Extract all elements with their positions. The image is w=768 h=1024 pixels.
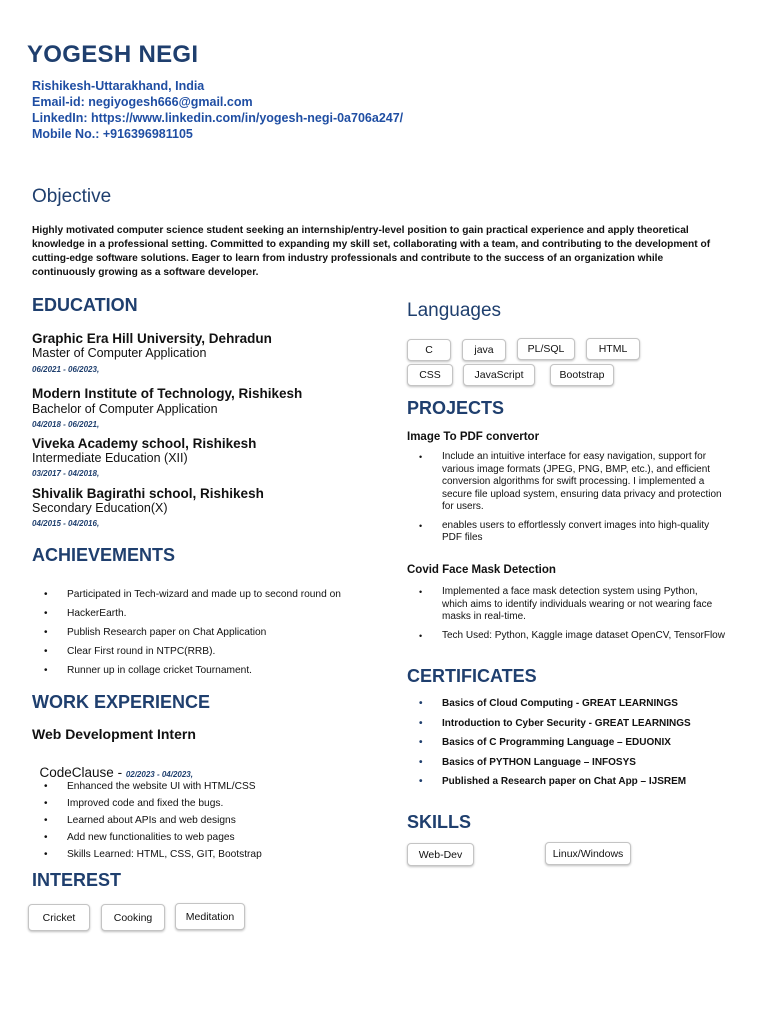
language-chip: PL/SQL bbox=[517, 338, 575, 360]
work-list bbox=[32, 778, 392, 863]
candidate-name: YOGESH NEGI bbox=[27, 41, 199, 68]
list-item: • Introduction to Cyber Security - GREAT LEARNINGS bbox=[407, 714, 747, 734]
language-chip: HTML bbox=[586, 338, 640, 360]
list-item: • Learned about APIs and web designs bbox=[32, 812, 392, 829]
projects-heading: PROJECTS bbox=[407, 398, 505, 418]
project-title: Image To PDF convertor bbox=[407, 431, 540, 443]
skill-chip: Web-Dev bbox=[407, 843, 474, 866]
language-chip: JavaScript bbox=[463, 364, 535, 386]
education-heading: EDUCATION bbox=[32, 295, 138, 315]
company-name: CodeClause - bbox=[39, 765, 126, 780]
education-dates: 03/2017 - 04/2018, bbox=[32, 469, 100, 478]
certificates-list bbox=[407, 694, 747, 792]
language-chip: Bootstrap bbox=[550, 364, 614, 386]
location: Rishikesh-Uttarakhand, India bbox=[32, 79, 205, 93]
work-company bbox=[32, 750, 193, 780]
language-chip: CSS bbox=[407, 364, 453, 386]
education-degree: Secondary Education(X) bbox=[32, 501, 168, 515]
list-item: • Runner up in collage cricket Tournament. bbox=[32, 661, 392, 680]
education-degree: Intermediate Education (XII) bbox=[32, 451, 188, 465]
interest-chip: Meditation bbox=[175, 903, 245, 930]
mobile-number: Mobile No.: +916396981105 bbox=[32, 127, 193, 141]
achievements-list bbox=[32, 585, 392, 680]
education-school: Modern Institute of Technology, Rishikesh bbox=[32, 386, 303, 401]
education-school: Shivalik Bagirathi school, Rishikesh bbox=[32, 486, 264, 501]
list-item: • Basics of PYTHON Language – INFOSYS bbox=[407, 753, 747, 773]
education-degree: Master of Computer Application bbox=[32, 346, 207, 360]
project-bullets bbox=[407, 451, 725, 551]
work-role: Web Development Intern bbox=[32, 726, 196, 742]
languages-heading: Languages bbox=[407, 300, 502, 321]
certificates-heading: CERTIFICATES bbox=[407, 666, 537, 686]
education-dates: 04/2015 - 04/2016, bbox=[32, 519, 100, 528]
list-item: • Skills Learned: HTML, CSS, GIT, Bootstrap bbox=[32, 846, 392, 863]
project-bullets bbox=[407, 586, 725, 648]
list-item: • Implemented a face mask detection system using Python, which aims to identify individuals wearing or not wearing face masks in real-time. bbox=[407, 586, 725, 624]
objective-text: Highly motivated computer science student seeking an internship/entry-level position to gain practical experience and apply theoretical knowledge in a professional setting. Committed to expanding my skill set, collaborating with a team, and contributing to the development of cutting-edge software solutions. Eager to learn from industry professionals and contribute to the success of an organization while continuously growing as a software developer. bbox=[32, 225, 711, 278]
list-item: • Add new functionalities to web pages bbox=[32, 829, 392, 846]
list-item: • Tech Used: Python, Kaggle image dataset OpenCV, TensorFlow bbox=[407, 630, 725, 643]
project-title: Covid Face Mask Detection bbox=[407, 564, 556, 576]
work-experience-heading: WORK EXPERIENCE bbox=[32, 692, 211, 712]
achievements-heading: ACHIEVEMENTS bbox=[32, 545, 176, 565]
list-item: • Clear First round in NTPC(RRB). bbox=[32, 642, 392, 661]
education-school: Viveka Academy school, Rishikesh bbox=[32, 436, 257, 451]
list-item: • Enhanced the website UI with HTML/CSS bbox=[32, 778, 392, 795]
interest-chip: Cooking bbox=[101, 904, 165, 931]
linkedin-link[interactable]: LinkedIn: https://www.linkedin.com/in/yogesh-negi-0a706a247/ bbox=[32, 111, 404, 125]
list-item: • enables users to effortlessly convert images into high-quality PDF files bbox=[407, 520, 725, 545]
education-school: Graphic Era Hill University, Dehradun bbox=[32, 331, 272, 346]
list-item: • Publish Research paper on Chat Application bbox=[32, 623, 392, 642]
skill-chip: Linux/Windows bbox=[545, 842, 631, 865]
interest-heading: INTEREST bbox=[32, 870, 122, 890]
objective-heading: Objective bbox=[32, 186, 112, 207]
list-item: • Participated in Tech-wizard and made up to second round on bbox=[32, 585, 392, 604]
education-degree: Bachelor of Computer Application bbox=[32, 402, 218, 416]
list-item: • Improved code and fixed the bugs. bbox=[32, 795, 392, 812]
list-item: • Published a Research paper on Chat App – IJSREM bbox=[407, 772, 747, 792]
interest-chip: Cricket bbox=[28, 904, 90, 931]
education-dates: 04/2018 - 06/2021, bbox=[32, 420, 100, 429]
list-item: • Basics of C Programming Language – EDUONIX bbox=[407, 733, 747, 753]
language-chip: java bbox=[462, 339, 506, 361]
list-item: • HackerEarth. bbox=[32, 604, 392, 623]
education-dates: 06/2021 - 06/2023, bbox=[32, 365, 100, 374]
work-dates: 02/2023 - 04/2023, bbox=[125, 770, 193, 779]
skills-heading: SKILLS bbox=[407, 812, 472, 832]
email[interactable]: Email-id: negiyogesh666@gmail.com bbox=[32, 95, 253, 109]
language-chip: C bbox=[407, 339, 451, 361]
list-item: • Basics of Cloud Computing - GREAT LEARNINGS bbox=[407, 694, 747, 714]
list-item: • Include an intuitive interface for easy navigation, support for various image formats (JPEG, PNG, BMP, etc.), and efficient conversion algorithms for swift processing. I implemented a secure file upload system, ensuring data privacy and protection for users. bbox=[407, 451, 725, 514]
